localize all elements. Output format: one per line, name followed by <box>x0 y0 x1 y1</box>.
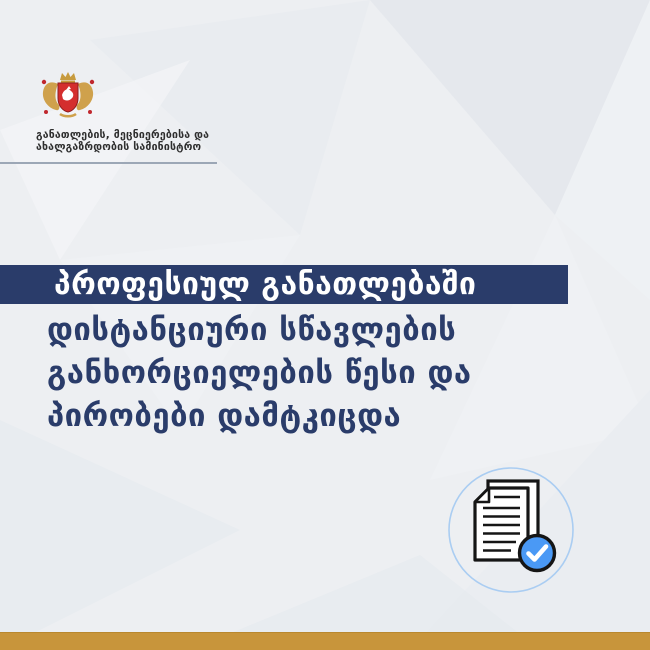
divider-line <box>0 162 217 164</box>
headline-banner-text: პროფესიულ განათლებაში <box>54 267 477 302</box>
headline-line-4: პირობები დამტკიცდა <box>47 398 402 434</box>
headline-line-3: განხორციელების წესი და <box>47 355 472 391</box>
ministry-name <box>36 130 209 153</box>
ministry-name-line2: ახალგაზრდობის სამინისტრო <box>36 140 202 153</box>
approved-document-icon <box>431 450 591 610</box>
georgia-coat-of-arms-icon <box>36 68 100 126</box>
checkmark-badge <box>520 536 555 571</box>
headline-body <box>47 309 472 438</box>
headline-line-2: დისტანციური სწავლების <box>47 312 457 348</box>
ministry-logo-block <box>36 68 209 153</box>
ministry-name-line1: განათლების, მეცნიერებისა და <box>36 129 210 141</box>
headline-banner <box>0 265 568 304</box>
bottom-gold-bar <box>0 632 650 650</box>
